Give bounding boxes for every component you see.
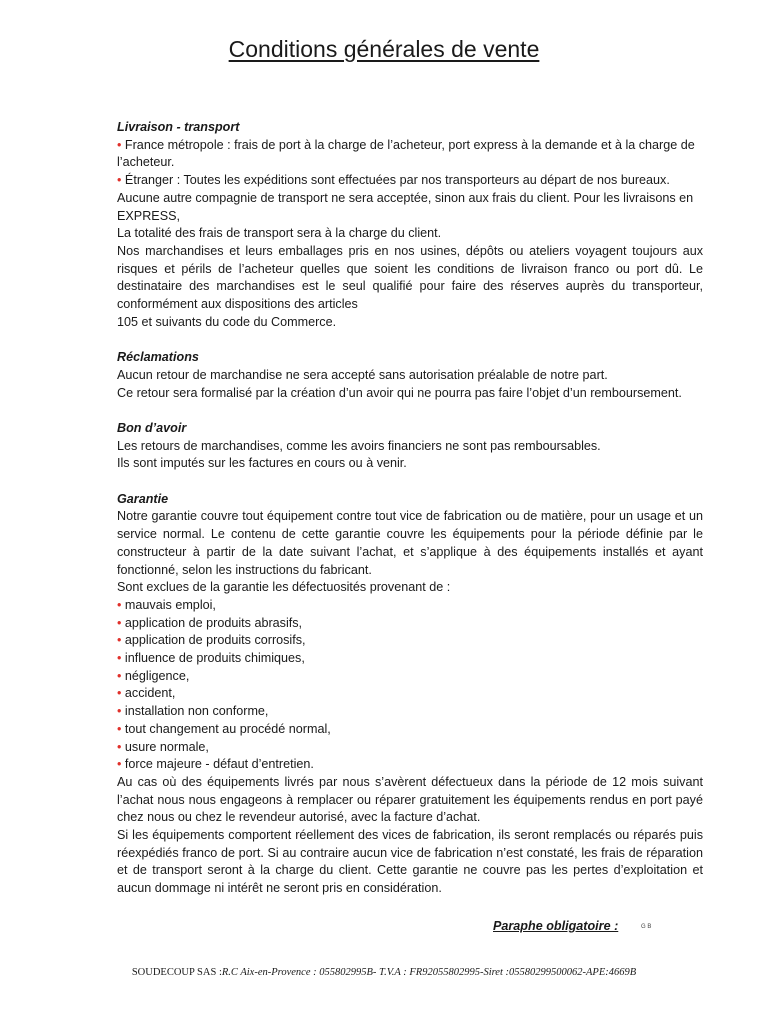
paragraph: Notre garantie couvre tout équipement contre tout vice de fabrication ou de matière, pour un usage et un service normal. Le contenu de cette garantie couvre les équipements pour la période définie par le constructeur à partir de la date suivant l’achat, et s’applique à des équipements installés et ayant fonctionné, selon les instructions du fabricant. (117, 509, 703, 577)
paragraph: Aucun retour de marchandise ne sera accepté sans autorisation préalable de notre part. (117, 367, 608, 382)
document-title: Conditions générales de vente (228, 36, 540, 62)
section-heading-livraison: Livraison - transport (117, 120, 240, 134)
bullet-icon: • (117, 137, 122, 152)
exclusion-text: force majeure - défaut d’entretien. (124, 757, 314, 772)
paragraph: Si les équipements comportent réellement des vices de fabrication, ils seront remplacés ou réparés puis réexpédiés franco de port. Si au contraire aucun vice de fabrication n’est constaté, les frais de réparation et de transport seront à la charge du client. Cette garantie ne couvre pas les pertes d’exploitation et aucun dommage ni intérêt ne seront pris en considération. (117, 828, 703, 896)
section-heading-garantie: Garantie (117, 491, 169, 506)
exclusion-item (117, 597, 703, 615)
paragraph: Aucune autre compagnie de transport ne sera acceptée, sinon aux frais du client. Pour les livraisons en EXPRESS, (117, 190, 694, 223)
bullet-icon: • (117, 739, 122, 754)
bullet-icon: • (117, 651, 122, 666)
footer (0, 967, 768, 978)
section-livraison (117, 119, 703, 331)
paragraph: Au cas où des équipements livrés par nous s’avèrent défectueux dans la période de 12 mois suivant l’achat nous nous engageons à remplacer ou réparer gratuitement les équipements rendus en port payé chez nous ou chez le revendeur autorisé, avec la facture d’achat. (117, 774, 703, 825)
paragraph: La totalité des frais de transport sera à la charge du client. (117, 226, 442, 241)
paraphe-initials: G B (641, 924, 652, 930)
document-body (117, 119, 703, 898)
exclusion-item (117, 721, 703, 739)
exclusion-item (117, 615, 703, 633)
section-bon-avoir (117, 420, 703, 473)
section-heading-bon-avoir: Bon d’avoir (117, 420, 187, 435)
bullet-item-etranger (117, 172, 703, 190)
bullet-icon: • (117, 721, 122, 736)
bullet-item-france (117, 137, 703, 172)
exclusion-text: installation non conforme, (124, 704, 269, 719)
bullet-icon: • (117, 668, 122, 683)
exclusion-item (117, 703, 703, 721)
exclusion-text: influence de produits chimiques, (124, 651, 305, 666)
section-reclamations (117, 349, 703, 402)
bullet-icon: • (117, 597, 122, 612)
bullet-icon: • (117, 615, 122, 630)
bullet-icon: • (117, 173, 122, 188)
exclusion-item (117, 756, 703, 774)
paragraph: Ils sont imputés sur les factures en cours ou à venir. (117, 456, 407, 471)
paragraph: Nos marchandises et leurs emballages pris en nos usines, dépôts ou ateliers voyagent toujours aux risques et périls de l’acheteur quelles que soient les conditions de livraison franco ou port dû. Le destinataire des marchandises est le seul qualifié pour faire des réserves auprès du transporteur, conformément aux dispositions des articles (117, 243, 703, 312)
exclusion-item (117, 632, 703, 650)
footer-company: SOUDECOUP SAS : (131, 967, 222, 978)
paragraph: Sont exclues de la garantie les défectuosités provenant de : (117, 580, 451, 595)
bullet-icon: • (117, 704, 122, 719)
paragraph: Les retours de marchandises, comme les avoirs financiers ne sont pas remboursables. (117, 438, 601, 453)
paragraph: Ce retour sera formalisé par la création d’un avoir qui ne pourra pas faire l’objet d’un remboursement. (117, 385, 682, 400)
bullet-icon: • (117, 757, 122, 772)
bullet-icon: • (117, 633, 122, 648)
exclusion-text: usure normale, (124, 739, 209, 754)
footer-legal-info: R.C Aix-en-Provence : 055802995B- T.V.A : FR92055802995-Siret :05580299500062-APE:4669B (221, 967, 637, 978)
exclusion-item (117, 650, 703, 668)
exclusion-item (117, 739, 703, 757)
exclusion-item (117, 685, 703, 703)
exclusion-text: accident, (124, 686, 176, 701)
bullet-text: France métropole : frais de port à la charge de l’acheteur, port express à la demande et à la charge de l’acheteur. (117, 137, 695, 170)
bullet-icon: • (117, 686, 122, 701)
section-garantie (117, 491, 703, 898)
exclusion-text: application de produits corrosifs, (124, 633, 306, 648)
paragraph: 105 et suivants du code du Commerce. (117, 314, 337, 329)
exclusions-list (117, 597, 703, 774)
bullet-text: Étranger : Toutes les expéditions sont effectuées par nos transporteurs au départ de nos bureaux. (124, 173, 670, 188)
exclusion-text: mauvais emploi, (124, 597, 216, 612)
exclusion-text: application de produits abrasifs, (124, 615, 303, 630)
exclusion-text: tout changement au procédé normal, (124, 721, 331, 736)
section-heading-reclamations: Réclamations (117, 350, 199, 365)
exclusion-text: négligence, (124, 668, 190, 683)
paraphe-label: Paraphe obligatoire : (493, 919, 619, 933)
exclusion-item (117, 668, 703, 686)
